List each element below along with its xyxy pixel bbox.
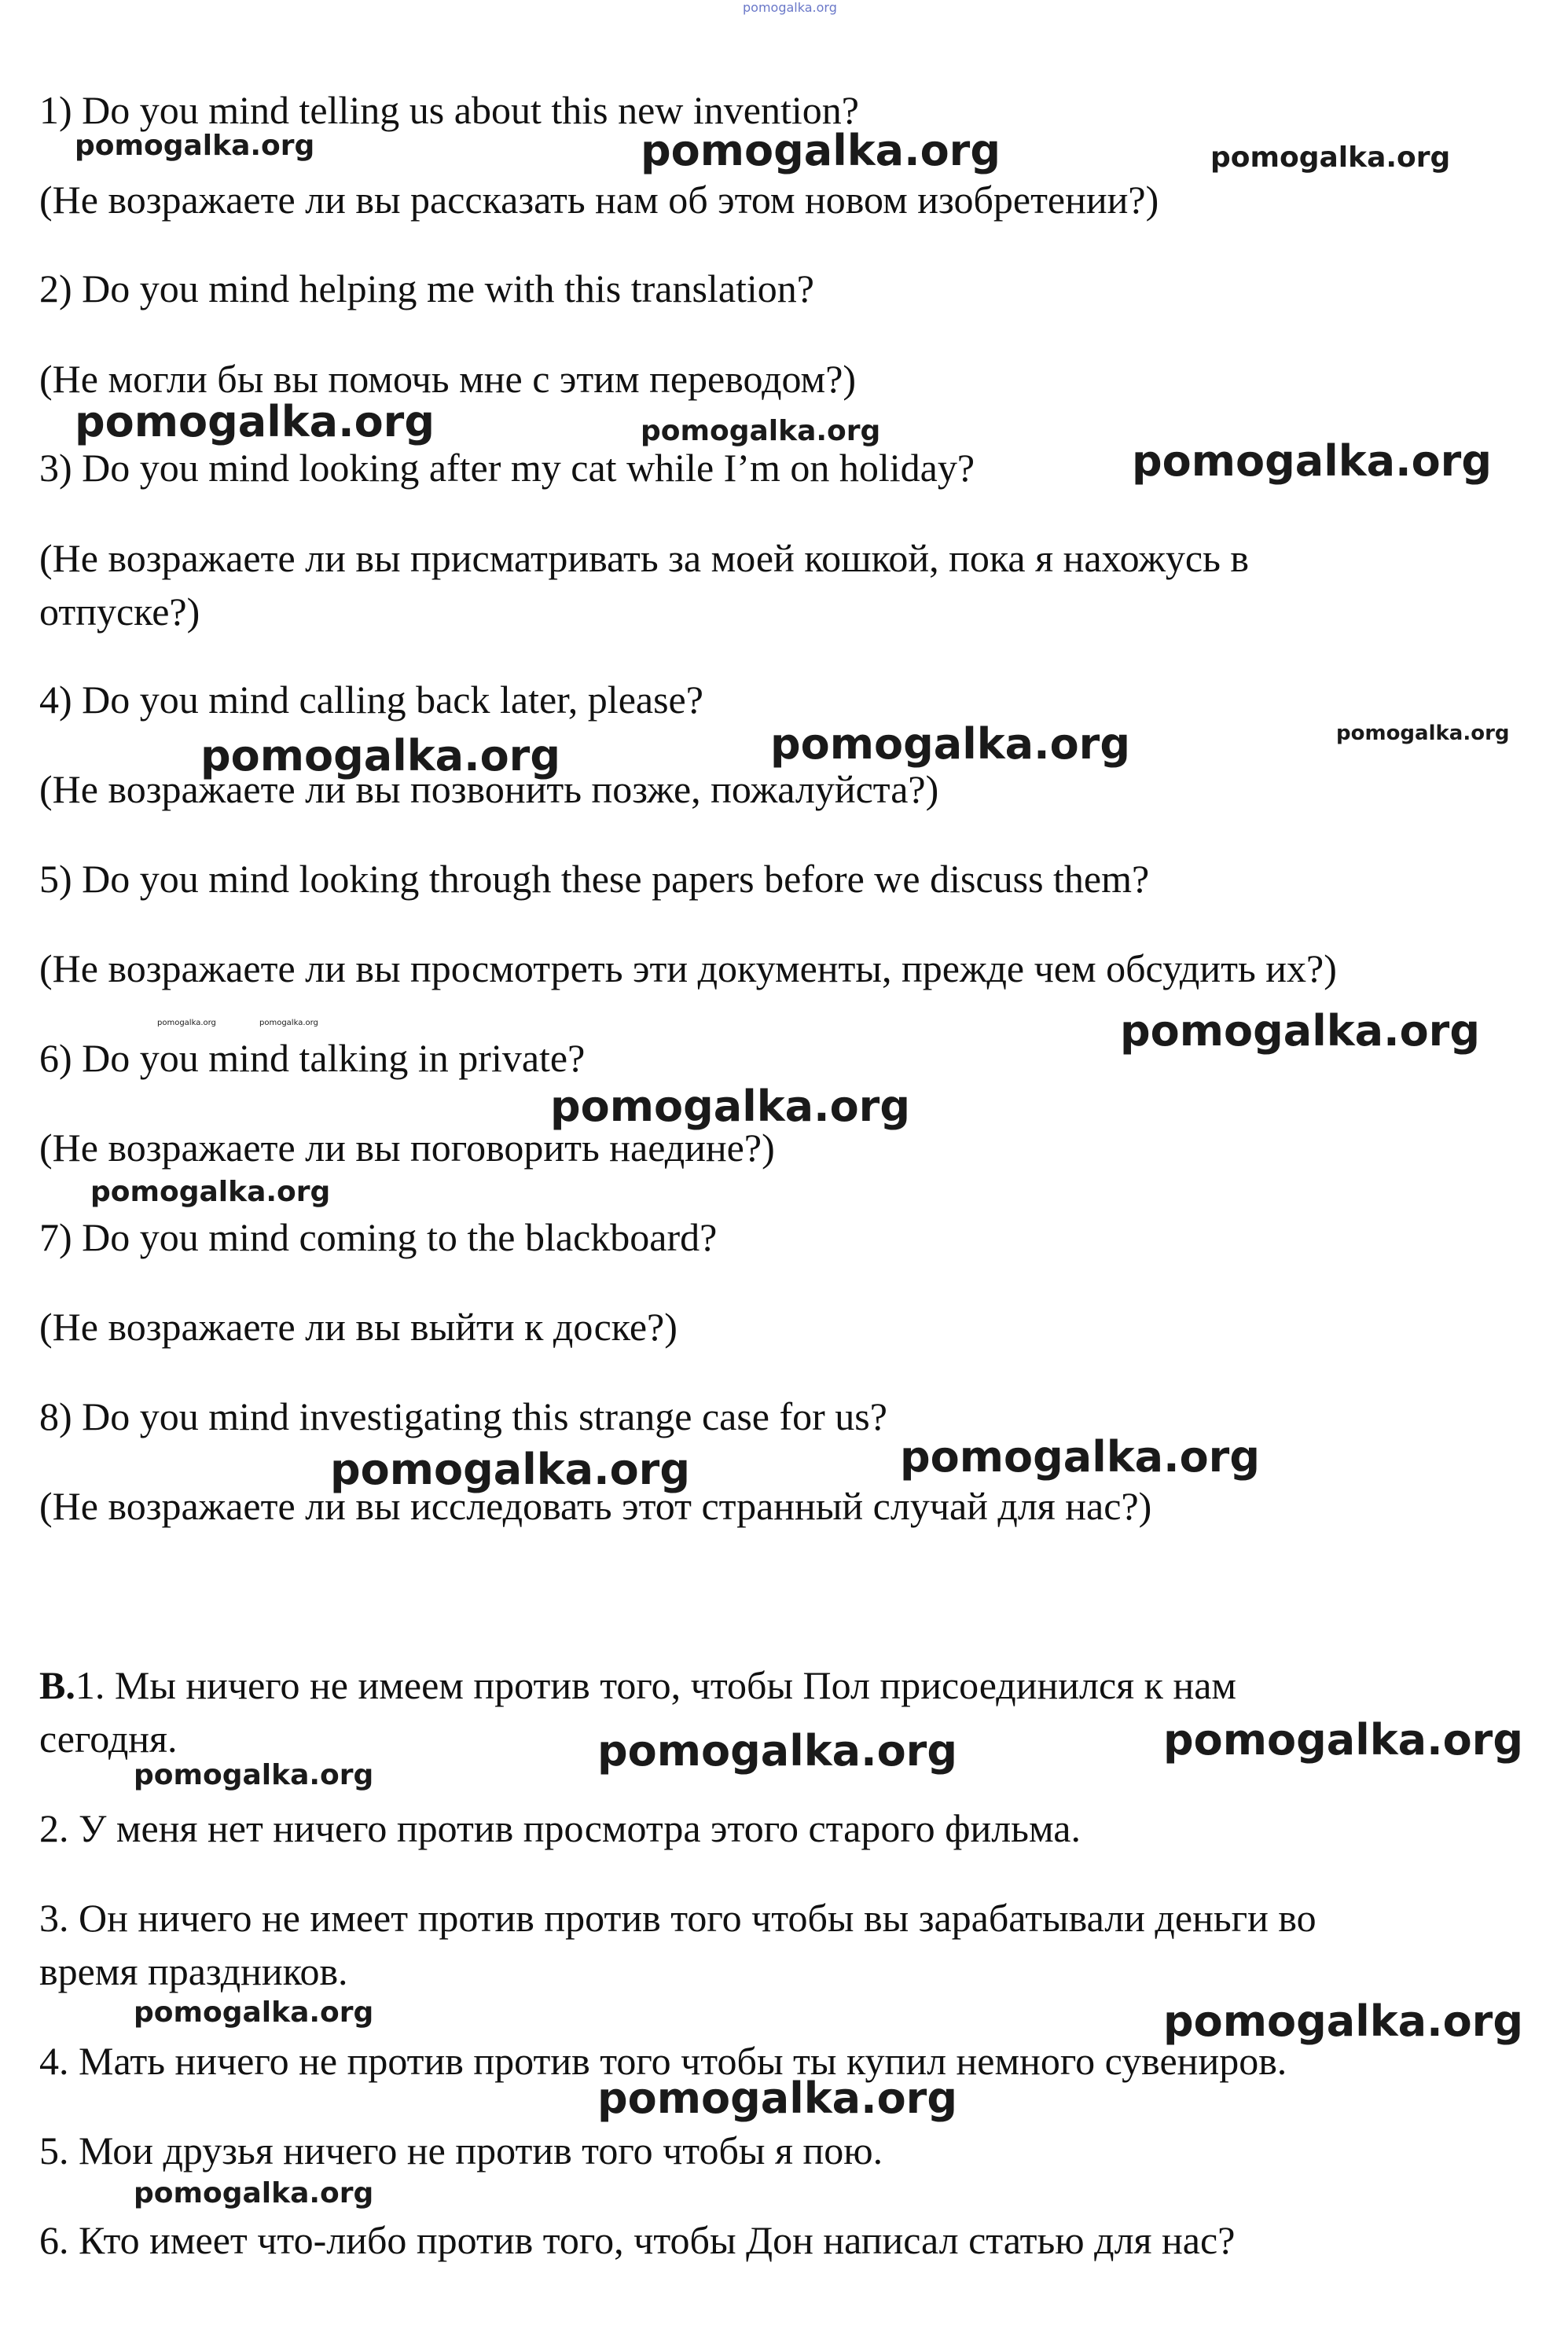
item-2-english: 2) Do you mind helping me with this translation? xyxy=(39,266,814,310)
section-b-item-3-line-2: время праздников. xyxy=(39,1949,348,1993)
section-b-item-4: 4. Мать ничего не против против того чтобы ты купил немного сувениров. xyxy=(39,2039,1287,2083)
section-b-item-2: 2. У меня нет ничего против просмотра этого старого фильма. xyxy=(39,1806,1081,1850)
watermark: pomogalka.org xyxy=(1163,1996,1523,2046)
item-5-russian: (Не возражаете ли вы просмотреть эти документы, прежде чем обсудить их?) xyxy=(39,946,1337,990)
watermark: pomogalka.org xyxy=(134,2177,374,2209)
watermark: pomogalka.org xyxy=(330,1445,690,1494)
item-3-russian-line-2: отпуске?) xyxy=(39,590,200,634)
item-2-russian: (Не могли бы вы помочь мне с этим переводом?) xyxy=(39,357,857,401)
section-b-item-1-line-1 xyxy=(39,1660,1236,1710)
item-8-russian: (Не возражаете ли вы исследовать этот странный случай для нас?) xyxy=(39,1484,1152,1528)
watermark: pomogalka.org xyxy=(157,1019,216,1027)
section-b-item-3-line-1: 3. Он ничего не имеет против против того чтобы вы зарабатывали деньги во xyxy=(39,1896,1316,1940)
watermark: pomogalka.org xyxy=(641,415,881,447)
watermark: pomogalka.org xyxy=(134,1996,374,2029)
item-7-russian: (Не возражаете ли вы выйти к доске?) xyxy=(39,1305,678,1349)
item-1-russian: (Не возражаете ли вы рассказать нам об этом новом изобретении?) xyxy=(39,178,1159,222)
watermark: pomogalka.org xyxy=(259,1019,318,1027)
section-b-item-6: 6. Кто имеет что-либо против того, чтобы Дон написал статью для нас? xyxy=(39,2218,1236,2262)
item-3-russian-line-1: (Не возражаете ли вы присматривать за моей кошкой, пока я нахожусь в xyxy=(39,536,1250,580)
watermark: pomogalka.org xyxy=(597,2073,957,2123)
watermark: pomogalka.org xyxy=(1120,1006,1480,1056)
watermark: pomogalka.org xyxy=(900,1432,1260,1482)
watermark: pomogalka.org xyxy=(75,130,315,162)
item-8-english: 8) Do you mind investigating this strange case for us? xyxy=(39,1394,887,1438)
item-4-russian: (Не возражаете ли вы позвонить позже, пожалуйста?) xyxy=(39,767,939,811)
item-7-english: 7) Do you mind coming to the blackboard? xyxy=(39,1215,718,1259)
section-b-item-1-text: 1. Мы ничего не имеем против того, чтобы Пол присоединился к нам xyxy=(75,1663,1237,1707)
section-b-item-5: 5. Мои друзья ничего не против того чтобы я пою. xyxy=(39,2128,883,2173)
watermark: pomogalka.org xyxy=(770,719,1130,769)
item-5-english: 5) Do you mind looking through these papers before we discuss them? xyxy=(39,857,1150,901)
watermark: pomogalka.org xyxy=(134,1759,374,1791)
header-watermark: pomogalka.org xyxy=(743,0,837,15)
watermark: pomogalka.org xyxy=(1210,141,1451,174)
section-b-label: B. xyxy=(39,1663,75,1707)
watermark: pomogalka.org xyxy=(90,1176,331,1208)
watermark: pomogalka.org xyxy=(1163,1715,1523,1765)
item-6-english: 6) Do you mind talking in private? xyxy=(39,1036,586,1080)
watermark: pomogalka.org xyxy=(1336,722,1510,745)
section-b-item-1-line-2: сегодня. xyxy=(39,1717,178,1761)
item-4-english: 4) Do you mind calling back later, please? xyxy=(39,678,703,722)
watermark: pomogalka.org xyxy=(1132,436,1492,486)
watermark: pomogalka.org xyxy=(75,397,435,446)
item-3-english: 3) Do you mind looking after my cat while I’m on holiday? xyxy=(39,446,975,490)
item-1-english: 1) Do you mind telling us about this new invention? xyxy=(39,88,859,132)
watermark: pomogalka.org xyxy=(597,1726,957,1776)
item-6-russian: (Не возражаете ли вы поговорить наедине?) xyxy=(39,1126,775,1170)
watermark: pomogalka.org xyxy=(641,126,1001,175)
watermark: pomogalka.org xyxy=(200,731,560,781)
watermark: pomogalka.org xyxy=(550,1082,910,1131)
